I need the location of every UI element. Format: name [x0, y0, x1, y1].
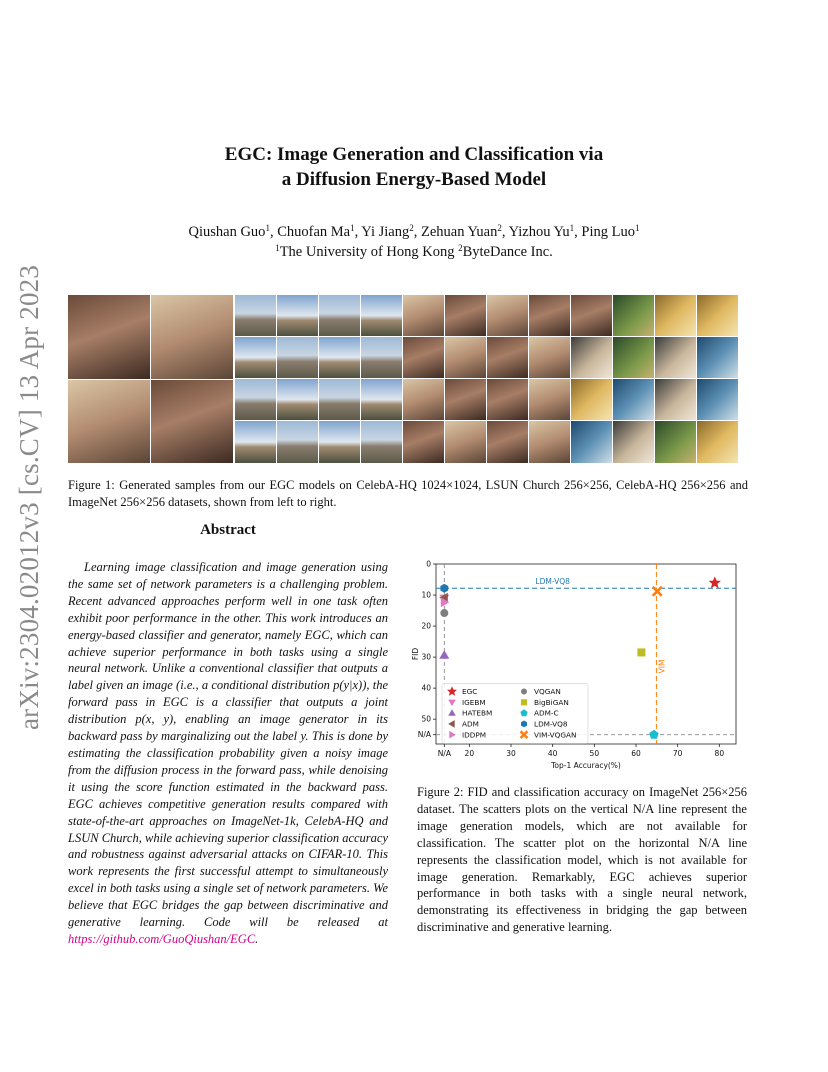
imagenet-sample — [613, 421, 654, 463]
celeba-hq-256-sample — [529, 379, 570, 420]
legend-label-egc: EGC — [462, 687, 478, 697]
figure-2-chart — [412, 554, 748, 774]
celeba-hq-1024-sample — [68, 295, 150, 379]
y-tick-label: 20 — [421, 621, 431, 631]
celeba-hq-256-sample — [445, 379, 486, 420]
lsun-church-sample — [277, 295, 318, 336]
author-affiliation-mark: 2 — [497, 223, 502, 233]
abstract-text: Learning image classification and image generation using the same set of network parameters is a challenging problem. Recent advanced approaches perform well in one task often exhibit poor performance in the other. This work introduces an energy-based classifier and generator, namely EGC, which can achieve superior performance in both tasks using a single neural network. Unlike a conventional classifier that outputs a label given an image (i.e., a conditional distribution p(y|x)), the forward pass in EGC is a classifier that outputs a joint distribution p(x, y), enabling an image generator in its backward pass by marginalizing out the label y. This is done by estimating the classification probability given a noisy image from the diffusion process in the forward pass, while denoising it using the score function estimated in the backward pass. EGC achieves competitive generation results compared with state-of-the-art approaches on ImageNet-1k, CelebA-HQ and LSUN Church, while achieving superior classification accuracy and robustness against adversarial attacks on CIFAR-10. This work represents the first successful attempt to simultaneously excel in both tasks using a single set of network parameters. We believe that EGC bridges the gap between discriminative and generative learning. Code will be released at — [68, 560, 388, 930]
arxiv-stamp: arXiv:2304.02012v3 [cs.CV] 13 Apr 2023 — [14, 264, 44, 730]
imagenet-sample — [571, 295, 612, 336]
lsun-church-sample — [361, 337, 402, 378]
legend-label-igebm: IGEBM — [462, 697, 486, 707]
lsun-church-sample — [235, 379, 276, 420]
lsun-church-sample — [361, 295, 402, 336]
legend-marker-vqgan — [521, 688, 527, 694]
legend-label-hatebm: HATEBM — [462, 708, 493, 718]
celeba-hq-1024-sample — [68, 380, 150, 463]
x-tick-label: 50 — [589, 749, 600, 758]
celeba-hq-256-sample — [445, 421, 486, 463]
author: Yizhou Yu — [508, 224, 570, 240]
figure-2-caption: Figure 2: FID and classification accuracy on ImageNet 256×256 dataset. The scatters plots on the vertical N/A line represent the image generation models, which are not available for classification. The scatter plot on the horizontal N/A line represents the classification model, which is not available for image generation. Remarkably, EGC achieves superior performance in both tasks with a single neural network, demonstrating its effectiveness in bridging the gap between discriminative and generative learning. — [417, 785, 747, 935]
affiliations — [0, 238, 828, 262]
figure-1-sample-grid — [68, 295, 738, 463]
title-line-1: EGC: Image Generation and Classification via — [224, 144, 604, 165]
affiliation-name: The University of Hong Kong — [279, 244, 455, 260]
reference-line-label: VIM — [657, 659, 667, 674]
author-affiliation-mark: 1 — [569, 223, 575, 233]
author: Yi Jiang — [361, 224, 410, 240]
data-point-bigbigan — [637, 648, 645, 656]
y-tick-label: N/A — [417, 730, 431, 740]
legend-marker-bigbigan — [521, 699, 527, 705]
celeba-hq-256-sample — [487, 295, 528, 336]
data-point-vqgan — [440, 609, 448, 617]
lsun-church-sample — [361, 421, 402, 463]
x-axis-label: Top-1 Accuracy(%) — [551, 761, 621, 770]
y-tick-label: 40 — [421, 683, 431, 693]
legend-label-adm: ADM — [462, 719, 479, 729]
reference-line-label: LDM-VQ8 — [535, 577, 570, 587]
celeba-hq-1024-sample — [151, 295, 233, 379]
y-axis-label: FID — [411, 647, 420, 661]
legend-label-adm-c: ADM-C — [534, 708, 559, 718]
author-affiliation-mark: 1 — [350, 223, 355, 233]
celeba-hq-256-sample — [403, 379, 444, 420]
imagenet-sample — [697, 379, 738, 420]
affiliation-number: 2 — [458, 243, 463, 253]
lsun-church-sample — [319, 295, 360, 336]
imagenet-sample — [571, 379, 612, 420]
affiliation-number: 1 — [275, 243, 280, 253]
author: Qiushan Guo — [188, 224, 266, 240]
code-link[interactable]: https://github.com/GuoQiushan/EGC — [68, 931, 256, 946]
lsun-church-sample — [277, 421, 318, 463]
data-point-adm-c — [649, 730, 659, 739]
celeba-hq-256-sample — [529, 337, 570, 378]
celeba-hq-256-sample — [445, 337, 486, 378]
figure-1-caption: Figure 1: Generated samples from our EGC models on CelebA-HQ 1024×1024, LSUN Church 256×256, CelebA-HQ 256×256 and ImageNet 256×256 datasets, shown from left to right. — [68, 478, 748, 509]
x-tick-label: 80 — [714, 749, 725, 758]
imagenet-sample — [655, 421, 696, 463]
y-tick-label: 10 — [421, 590, 431, 600]
author-affiliation-mark: 2 — [409, 223, 414, 233]
data-point-hatebm — [439, 650, 449, 659]
legend-label-vim-vqgan: VIM-VQGAN — [534, 730, 577, 740]
x-tick-label: 40 — [547, 749, 558, 758]
imagenet-sample — [655, 337, 696, 378]
legend-label-ldm-vq8: LDM-VQ8 — [534, 719, 568, 729]
data-point-vim-vqgan — [653, 587, 662, 596]
author: Ping Luo — [581, 224, 635, 240]
title-line-2: a Diffusion Energy-Based Model — [281, 169, 547, 190]
imagenet-sample — [613, 379, 654, 420]
celeba-hq-256-sample — [403, 337, 444, 378]
author-affiliation-mark: 1 — [265, 223, 270, 233]
abstract-end: . — [255, 931, 259, 946]
celeba-hq-256-sample — [403, 421, 444, 463]
celeba-hq-256-sample — [487, 337, 528, 378]
imagenet-sample — [613, 337, 654, 378]
lsun-church-sample — [277, 379, 318, 420]
celeba-hq-256-sample — [529, 295, 570, 336]
y-tick-label: 30 — [421, 652, 431, 662]
imagenet-sample — [697, 337, 738, 378]
celeba-hq-256-sample — [487, 421, 528, 463]
lsun-church-sample — [235, 421, 276, 463]
lsun-church-sample — [235, 295, 276, 336]
lsun-church-sample — [319, 421, 360, 463]
fid-accuracy-scatter-plot — [412, 554, 748, 774]
affiliation-name: ByteDance Inc. — [462, 244, 553, 260]
y-tick-label: 50 — [421, 714, 431, 724]
legend-label-vqgan: VQGAN — [534, 687, 561, 697]
lsun-church-sample — [235, 337, 276, 378]
lsun-church-sample — [319, 337, 360, 378]
data-point-egc — [709, 576, 721, 588]
paper-title — [0, 142, 828, 192]
x-tick-label: 30 — [506, 749, 516, 758]
x-tick-label: N/A — [437, 749, 451, 758]
data-point-ldm-vq8 — [440, 584, 448, 593]
x-tick-label: 20 — [464, 749, 475, 758]
author: Zehuan Yuan — [420, 224, 498, 240]
imagenet-sample — [697, 295, 738, 336]
x-tick-label: 70 — [672, 749, 683, 758]
imagenet-sample — [613, 295, 654, 336]
imagenet-sample — [571, 421, 612, 463]
imagenet-sample — [697, 421, 738, 463]
celeba-hq-1024-sample — [151, 380, 233, 463]
celeba-hq-256-sample — [487, 379, 528, 420]
abstract-body — [68, 559, 388, 948]
x-tick-label: 60 — [631, 749, 641, 758]
celeba-hq-256-sample — [445, 295, 486, 336]
lsun-church-sample — [361, 379, 402, 420]
imagenet-sample — [655, 379, 696, 420]
lsun-church-sample — [319, 379, 360, 420]
author: Chuofan Ma — [277, 224, 351, 240]
celeba-hq-256-sample — [403, 295, 444, 336]
author-affiliation-mark: 1 — [635, 223, 640, 233]
author-list: Qiushan Guo$^1$, Chuofan Ma$^1$, Yi Jiang$^2$, Zehuan Yuan$^2$, Yizhou Yu$^1$, Ping Luo$^1$ — [188, 223, 640, 240]
abstract-heading: Abstract — [200, 522, 256, 538]
imagenet-sample — [571, 337, 612, 378]
lsun-church-sample — [277, 337, 318, 378]
celeba-hq-256-sample — [529, 421, 570, 463]
legend-label-bigbigan: BigBiGAN — [534, 697, 569, 707]
imagenet-sample — [655, 295, 696, 336]
y-tick-label: 0 — [426, 559, 431, 569]
legend-label-iddpm: IDDPM — [462, 730, 487, 740]
